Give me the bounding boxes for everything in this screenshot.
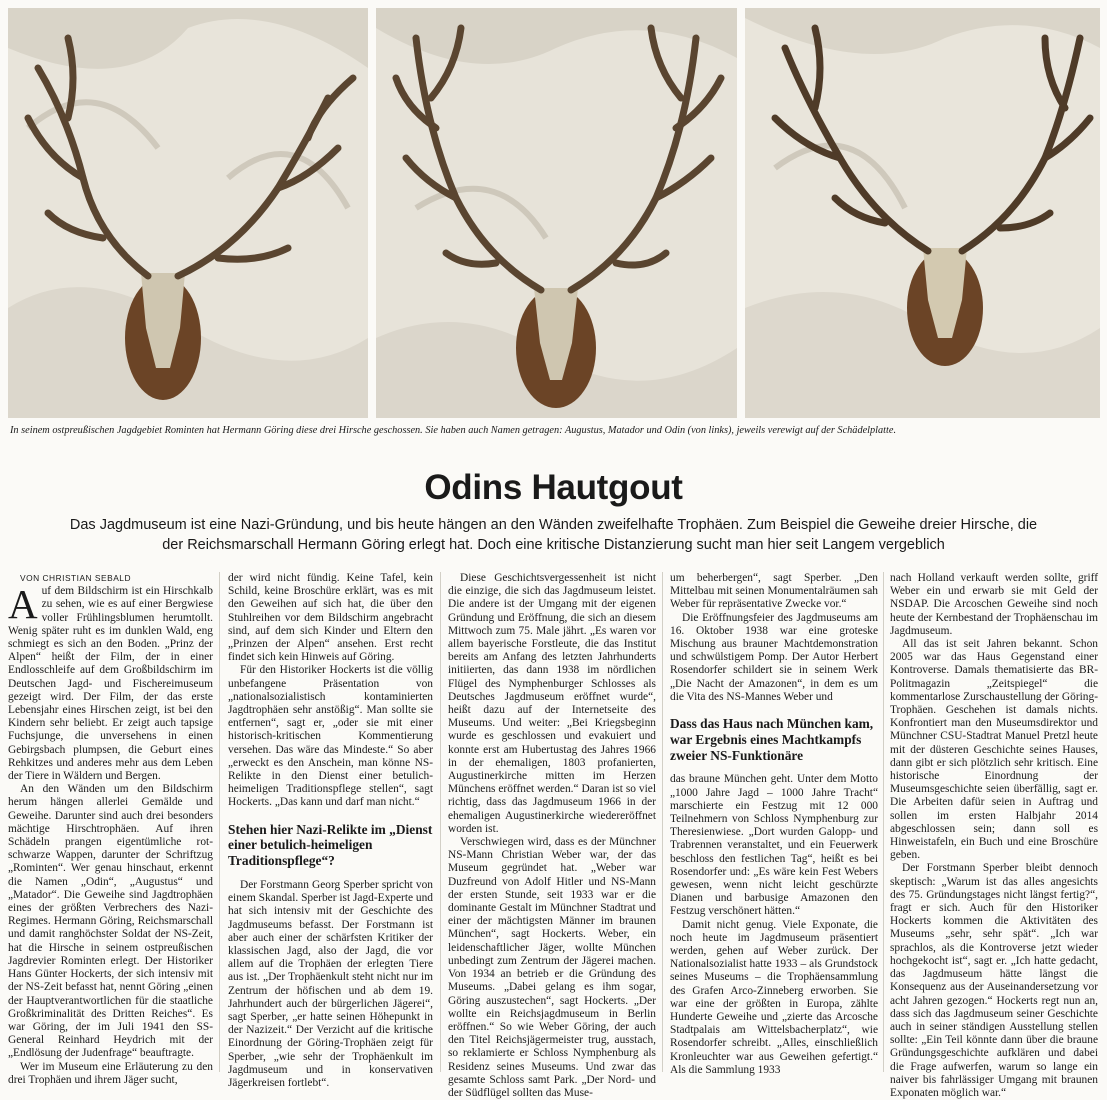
subheadline: Das Jagdmuseum ist eine Nazi-Gründung, und bis heute hängen an den Wänden zweifelhafte Trophäen. Zum Beispiel die Geweihe dreier Hirsche, die der Reichsmarschall Hermann Göring erlegt hat. Doch eine kritische Distanzierung sucht man hier seit Langem vergeblich bbox=[69, 517, 1038, 553]
article-column-1 bbox=[8, 572, 213, 1086]
paragraph: All das ist seit Jahren bekannt. Schon 2005 war das Haus Gegenstand einer Kontroverse. Damals thematisierte das BR-Politmagazin „Zeitspiegel“ die kommentarlose Zurschaustellung der Göring-Trophäen. Geschehen ist damals nichts. Konfrontiert man den Museumsdirektor und Münchner CSU-Stadtrat Manuel Pretzl heute mit der düsteren Geschichte seines Hauses, dann gibt er sich plötzlich sehr kritisch. Eine historische Einordnung der Museumsgeschichte seien überfällig, sagt er. Die Arbeiten dafür seien in Auftrag und sollen im ersten Halbjahr 2014 abgeschlossen sein; dann soll es Hinweistafeln, ein Buch und eine Broschüre geben. bbox=[890, 638, 1098, 862]
antler-trophy-image bbox=[8, 8, 368, 418]
article-column-5 bbox=[890, 572, 1098, 1099]
paragraph: Wer im Museum eine Erläuterung zu den drei Trophäen und ihrem Jäger sucht, bbox=[8, 1060, 213, 1086]
antler-photo-matador bbox=[376, 8, 737, 418]
paragraph: nach Holland verkauft werden sollte, griff Weber ein und erwarb sie mit Geld der NSDAP. Die Arcoschen Geweihe sind noch heute der Kernbestand der Trophäenschau im Jagdmuseum. bbox=[890, 572, 1098, 637]
photo-caption: In seinem ostpreußischen Jagdgebiet Rominten hat Hermann Göring diese drei Hirsche geschossen. Sie haben auch Namen getragen: Augustus, Matador und Odin (von links), jeweils verewigt auf der Schädelplatte. bbox=[10, 425, 897, 436]
paragraph: Der Forstmann Georg Sperber spricht von einem Skandal. Sperber ist Jagd-Experte und hat sich intensiv mit der Geschichte des Jagdmuseums befasst. Der Forstmann ist aber auch einer der schärfsten Kritiker der klassischen Jagd, also der Jagd, die vor allem auf die Trophäen der erlegten Tiere aus ist. „Der Trophäenkult steht nicht nur im Zentrum der höfischen und ab dem 19. Jahrhundert auch der bürgerlichen Jägerei“, sagt Sperber, „er hatte seinen Höhepunkt in der Nazizeit.“ Der Verzicht auf die kritische Einordnung der Göring-Trophäen zeigt für Sperber, „wie sehr der Trophäenkult im Jagdmuseum und in konservativen Jägerkreisen fortlebt“. bbox=[228, 879, 433, 1090]
antler-photo-augustus bbox=[8, 8, 368, 418]
paragraph: Damit nicht genug. Viele Exponate, die noch heute im Jagdmuseum präsentiert werden, gehen auf Weber zurück. Der Nationalsozialist hatte 1933 – als Grundstock seines Museums – die Trophäensammlung des Grafen Arco-Zinneberg erworben. Sie war eine der größten in Europa, zählte Hunderte Geweihe und „zierte das Arcosche Stadtpalais am Wittelsbacherplatz“, wie Rosendorfer schreibt. „Alles, einschließlich Kronleuchter war aus Geweihen gefertigt.“ Als die Sammlung 1933 bbox=[670, 918, 878, 1076]
headline: Odins Hautgout bbox=[424, 468, 683, 507]
paragraph: der wird nicht fündig. Keine Tafel, kein Schild, keine Broschüre erklärt, was es mit den Geweihen auf sich hat, die über den Stuhlreihen vor dem Bildschirm angebracht sind, auf dem sich Kinder und Eltern den „Prinzen der Alpen“ ansehen. Erst recht findet sich kein Hinweis auf Göring. bbox=[228, 572, 433, 664]
paragraph: Diese Geschichtsvergessenheit ist nicht die einzige, die sich das Jagdmuseum leistet. Die andere ist der Umgang mit der eigenen Gründung und Eröffnung, die sich an diesem Mittwoch zum 75. Male jährt. „Es waren vor allem bayerische Forstleute, die das Institut bereits am Anfang des letzten Jahrhunderts initiierten, das dann 1938 im nördlichen Flügel des Nymphenburger Schlosses als Deutsches Jagdmuseum eröffnet wurde“, heißt dazu auf der Internetseite des Museums. Und weiter: „Bei Kriegsbeginn wurde es geschlossen und evakuiert und konnte erst am Hubertustag des Jahres 1966 in der ehemaligen, 1803 profanierten, Augustinerkirche mitten im Herzen Münchens eröffnet werden.“ Daran ist so viel richtig, dass das Jagdmuseum 1966 in der ehemaligen Augustinerkirche wiedereröffnet worden ist. bbox=[448, 572, 656, 835]
column-divider bbox=[219, 572, 220, 1072]
paragraph: Der Forstmann Sperber bleibt dennoch skeptisch: „Warum ist das alles angesichts des 75. Gründungstages nicht längst fertig?“, fragt er sich. Auch für den Historiker Hockerts kommen die Aktivitäten des Museums „sehr, sehr spät“. „Ich war sprachlos, als die Kontroverse jetzt wieder hochgekocht ist“, sagt er. „Ich hatte gedacht, das Jagdmuseum hätte längst die Konsequenz aus der Auseinandersetzung vor acht Jahren gezogen.“ Hockerts regt nun an, dass sich das Jagdmuseum seiner Geschichte auch in seiner ständigen Ausstellung stellen sollte: „Ein Teil könnte dann über die braune Gründungsgeschichte aufklären und dabei die Frage aufwerfen, warum so lange ein naiver bis fahrlässiger Umgang mit braunen Exponaten möglich war.“ bbox=[890, 862, 1098, 1099]
section-subtitle: Stehen hier Nazi-Relikte im „Dienst einer betulich-heimeligen Traditionspflege“? bbox=[228, 821, 433, 869]
drop-cap: A bbox=[8, 581, 38, 628]
photo-strip bbox=[8, 8, 1100, 418]
byline: VON CHRISTIAN SEBALD bbox=[20, 573, 131, 583]
paragraph: An den Wänden um den Bildschirm herum hängen allerlei Gemälde und Geweihe. Darunter sind auch drei besonders mächtige Hirschtrophäen. Auf ihren Schädeln prangen eigentümliche rot-schwarze Wappen, darunter der Schriftzug „Rominten“. Wer genau hinschaut, erkennt die Namen „Odin“, „Augustus“ und „Matador“. Die Geweihe sind Jagdtrophäen eines der größten Verbrechers des Nazi-Regimes. Hermann Göring, Reichsmarschall und damit ranghöchster Soldat der NS-Zeit, hat die Hirsche in seinem ostpreußischen Jagdrevier Rominten erlegt. Der Historiker Hans Günter Hockerts, der sich intensiv mit der NS-Zeit befasst hat, nennt Göring „einen der Hauptverantwortlichen für die staatliche Großkriminalität des Dritten Reiches“. Es war Göring, der im Juli 1941 den SS-General Reinhard Heydrich mit der „Endlösung der Judenfrage“ beauftragte. bbox=[8, 783, 213, 1060]
section-subtitle: Dass das Haus nach München kam, war Ergebnis eines Machtkampfs zweier NS-Funktionäre bbox=[670, 716, 874, 763]
paragraph: um beherbergen“, sagt Sperber. „Den Mittelbau mit seinen Monumentalräumen sah Weber für repräsentative Zwecke vor.“ bbox=[670, 572, 878, 611]
column-divider bbox=[883, 572, 884, 1072]
article-column-4 bbox=[670, 572, 878, 1076]
article-column-2 bbox=[228, 572, 433, 1090]
article-column-3 bbox=[448, 572, 656, 1099]
paragraph: Verschwiegen wird, dass es der Münchner NS-Mann Christian Weber war, der das Museum gegründet hat. „Weber war Duzfreund von Adolf Hitler und NS-Mann der ersten Stunde, seit 1933 war er die dominante Gestalt im Münchner Stadtrat und einer der mächtigsten Männer im braunen München“, sagt Hockerts. Weber, ein leidenschaftlicher Jäger, wollte München unbedingt zum Zentrum der Jägerei machen. Von 1934 an betrieb er die Gründung des Museums. „Dabei gelang es ihm sogar, Göring auszustechen“, sagt Hockerts. „Der wollte ein Reichsjagdmuseum in Berlin eröffnen.“ So wie Weber Göring, der auch den Titel Reichsjägermeister trug, ausstach, so reklamierte er Schloss Nymphenburg als Residenz seines Museums. Und zwar das gesamte Schloss samt Park. „Der Nord- und der Südflügel sollten das Muse- bbox=[448, 836, 656, 1099]
antler-trophy-image bbox=[376, 8, 737, 418]
paragraph: Für den Historiker Hockerts ist die völlig unbefangene Präsentation von „nationalsozialistisch kontaminierten Jagdtrophäen sehr anstößig“. Man sollte sie entfernen“, sagt er, „oder sie mit einer historisch-kritischen Kommentierung versehen. Das wäre das Mindeste.“ So aber „erweckt es den Anschein, man könne NS-Relikte in den Dienst einer betulich-heimeligen Traditionspflege stellen“, sagt Hockerts. „Das kann und darf man nicht.“ bbox=[228, 664, 433, 809]
antler-photo-odin bbox=[745, 8, 1100, 418]
column-divider bbox=[662, 572, 663, 1072]
paragraph: das braune München geht. Unter dem Motto „1000 Jahre Jagd – 1000 Jahre Tracht“ marschierte ein Festzug mit 12 000 Teilnehmern von Schloss Nymphenburg zur Theresienwiese. „Dort wurden Galopp- und Trabrennen veranstaltet, und ein Feuerwerk beschloss den festlichen Tag“, heißt es bei Rosendorfer und: „Es wäre kein Fest Webers gewesen, wenn nicht leicht geschürzte Dianen und barbusige Amazonen den Festzug verschönert hätten.“ bbox=[670, 773, 878, 918]
paragraph: Die Eröffnungsfeier des Jagdmuseums am 16. Oktober 1938 war eine groteske Mischung aus brauner Machtdemonstration und schwülstigem Pomp. Der Autor Herbert Rosendorfer schildert sie in seinem Werk „Die Nacht der Amazonen“, in dem es um die Vita des NS-Mannes Weber und bbox=[670, 611, 878, 703]
column-divider bbox=[440, 572, 441, 1072]
paragraph: Auf dem Bildschirm ist ein Hirschkalb zu sehen, wie es auf einer Bergwiese voller Frühlingsblumen herumtollt. Wenig später ruht es im dunklen Wald, eng schmiegt es sich an den Boden. „Prinz der Alpen“ heißt der Film, der in einer Endlosschleife auf dem Großbildschirm im Deutschen Jagd- und Fischereimuseum gezeigt wird. Der Film, der das erste Lebensjahr eines Hirschen zeigt, ist bei den Kindern sehr beliebt. Er zeigt auch tapsige Fuchsjunge, die unversehens in einen Gebirgsbach plumpsen, die Geburt eines Rehkitzes und anderes mehr aus dem Leben der Tiere in Wäldern und Bergen. bbox=[8, 581, 213, 783]
antler-trophy-image bbox=[745, 8, 1100, 418]
